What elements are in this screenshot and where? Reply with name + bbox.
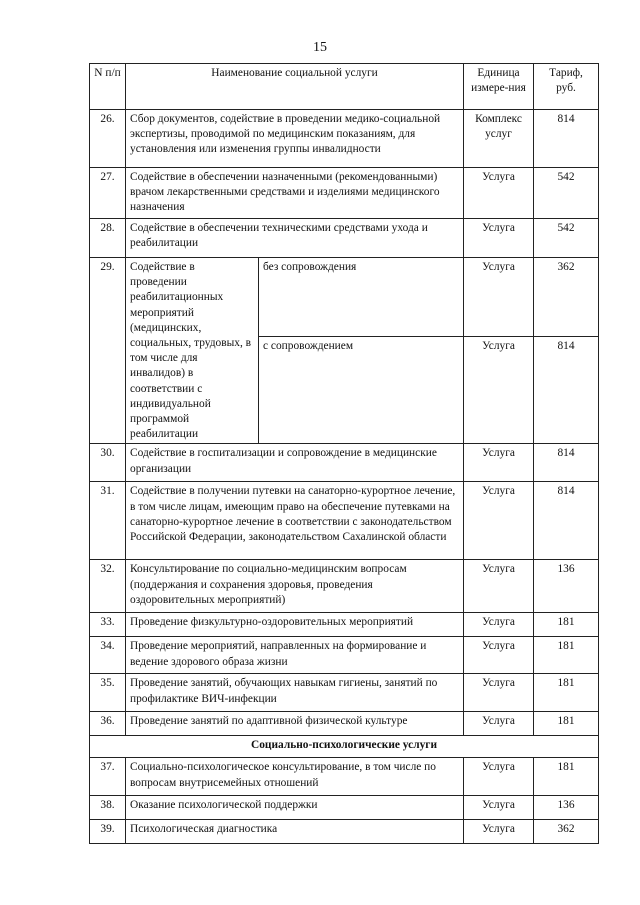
row-number: 32.: [90, 560, 126, 613]
service-unit: Комплекс услуг: [464, 110, 534, 168]
service-name: Консультирование по социально-медицинским вопросам (поддержания и сохранения здоровья, проведения оздоровительных мероприятий): [126, 560, 464, 613]
service-tariff: 814: [534, 110, 599, 168]
service-tariff: 181: [534, 637, 599, 674]
service-unit: Услуга: [464, 712, 534, 736]
service-unit: Услуга: [464, 219, 534, 258]
table-row: [90, 444, 599, 482]
service-tariff: 362: [534, 820, 599, 844]
service-name: Содействие в госпитализации и сопровождение в медицинские организации: [126, 444, 464, 482]
row-number: 34.: [90, 637, 126, 674]
header-unit: Единица измере-ния: [464, 64, 534, 110]
service-name: Проведение физкультурно-оздоровительных мероприятий: [126, 613, 464, 637]
page-number: 15: [313, 40, 327, 55]
service-unit: Услуга: [464, 258, 534, 337]
service-tariff: 814: [534, 482, 599, 560]
service-name: Содействие в обеспечении техническими средствами ухода и реабилитации: [126, 219, 464, 258]
header-tariff: Тариф, руб.: [534, 64, 599, 110]
service-name: Проведение занятий по адаптивной физической культуре: [126, 712, 464, 736]
service-tariff: 542: [534, 219, 599, 258]
table-row: [90, 613, 599, 637]
service-tariff: 136: [534, 796, 599, 820]
service-unit: Услуга: [464, 796, 534, 820]
service-unit: Услуга: [464, 758, 534, 796]
row-number: 39.: [90, 820, 126, 844]
table-row: [90, 637, 599, 674]
service-unit: Услуга: [464, 444, 534, 482]
table-row: [90, 758, 599, 796]
service-name: Сбор документов, содействие в проведении медико-социальной экспертизы, проводимой по медицинским показаниям, для установления или изменения группы инвалидности: [126, 110, 464, 168]
service-name: Содействие в получении путевки на санаторно-курортное лечение, в том числе лицам, имеющим право на обеспечение путевками на санаторно-курортное лечение в соответствии с законодательством Российской Федерации, законодательством Сахалинской области: [126, 482, 464, 560]
service-name: Оказание психологической поддержки: [126, 796, 464, 820]
service-tariff: 136: [534, 560, 599, 613]
service-name: Проведение занятий, обучающих навыкам гигиены, занятий по профилактике ВИЧ-инфекции: [126, 674, 464, 712]
service-tariff: 362: [534, 258, 599, 337]
service-tariff: 814: [534, 444, 599, 482]
service-unit: Услуга: [464, 482, 534, 560]
service-option-label: с сопровождением: [259, 337, 464, 444]
table-row: [90, 168, 599, 219]
row-number: 29.: [90, 258, 126, 444]
table-row: [90, 258, 599, 337]
service-tariff: 181: [534, 613, 599, 637]
row-number: 28.: [90, 219, 126, 258]
header-service-name: Наименование социальной услуги: [126, 64, 464, 110]
table-row: [90, 674, 599, 712]
table-row: [90, 560, 599, 613]
row-number: 37.: [90, 758, 126, 796]
table-header-row: [90, 64, 599, 110]
row-number: 31.: [90, 482, 126, 560]
service-name: Содействие в проведении реабилитационных мероприятий (медицинских, социальных, трудовых, в том числе для инвалидов) в соответствии с индивидуальной программой реабилитации: [126, 258, 259, 444]
section-title: Социально-психологические услуги: [90, 736, 599, 758]
table-row: [90, 482, 599, 560]
service-name: Психологическая диагностика: [126, 820, 464, 844]
service-unit: Услуга: [464, 168, 534, 219]
service-unit: Услуга: [464, 674, 534, 712]
service-unit: Услуга: [464, 613, 534, 637]
section-header-row: [90, 736, 599, 758]
service-unit: Услуга: [464, 820, 534, 844]
service-name: Проведение мероприятий, направленных на формирование и ведение здорового образа жизни: [126, 637, 464, 674]
row-number: 38.: [90, 796, 126, 820]
row-number: 27.: [90, 168, 126, 219]
service-name: Содействие в обеспечении назначенными (рекомендованными) врачом лекарственными средствами и изделиями медицинского назначения: [126, 168, 464, 219]
service-tariff: 181: [534, 712, 599, 736]
service-name: Социально-психологическое консультирование, в том числе по вопросам внутрисемейных отношений: [126, 758, 464, 796]
service-tariff: 181: [534, 758, 599, 796]
service-unit: Услуга: [464, 337, 534, 444]
row-number: 26.: [90, 110, 126, 168]
row-number: 36.: [90, 712, 126, 736]
row-number: 30.: [90, 444, 126, 482]
table-row: [90, 110, 599, 168]
table-row: [90, 712, 599, 736]
service-tariff: 814: [534, 337, 599, 444]
service-option-label: без сопровождения: [259, 258, 464, 337]
table-row: [90, 796, 599, 820]
service-tariff: 181: [534, 674, 599, 712]
service-unit: Услуга: [464, 637, 534, 674]
services-tariff-table: [89, 63, 599, 844]
service-tariff: 542: [534, 168, 599, 219]
service-unit: Услуга: [464, 560, 534, 613]
table-row: [90, 820, 599, 844]
row-number: 33.: [90, 613, 126, 637]
header-number: N п/п: [90, 64, 126, 110]
table-row: [90, 219, 599, 258]
row-number: 35.: [90, 674, 126, 712]
